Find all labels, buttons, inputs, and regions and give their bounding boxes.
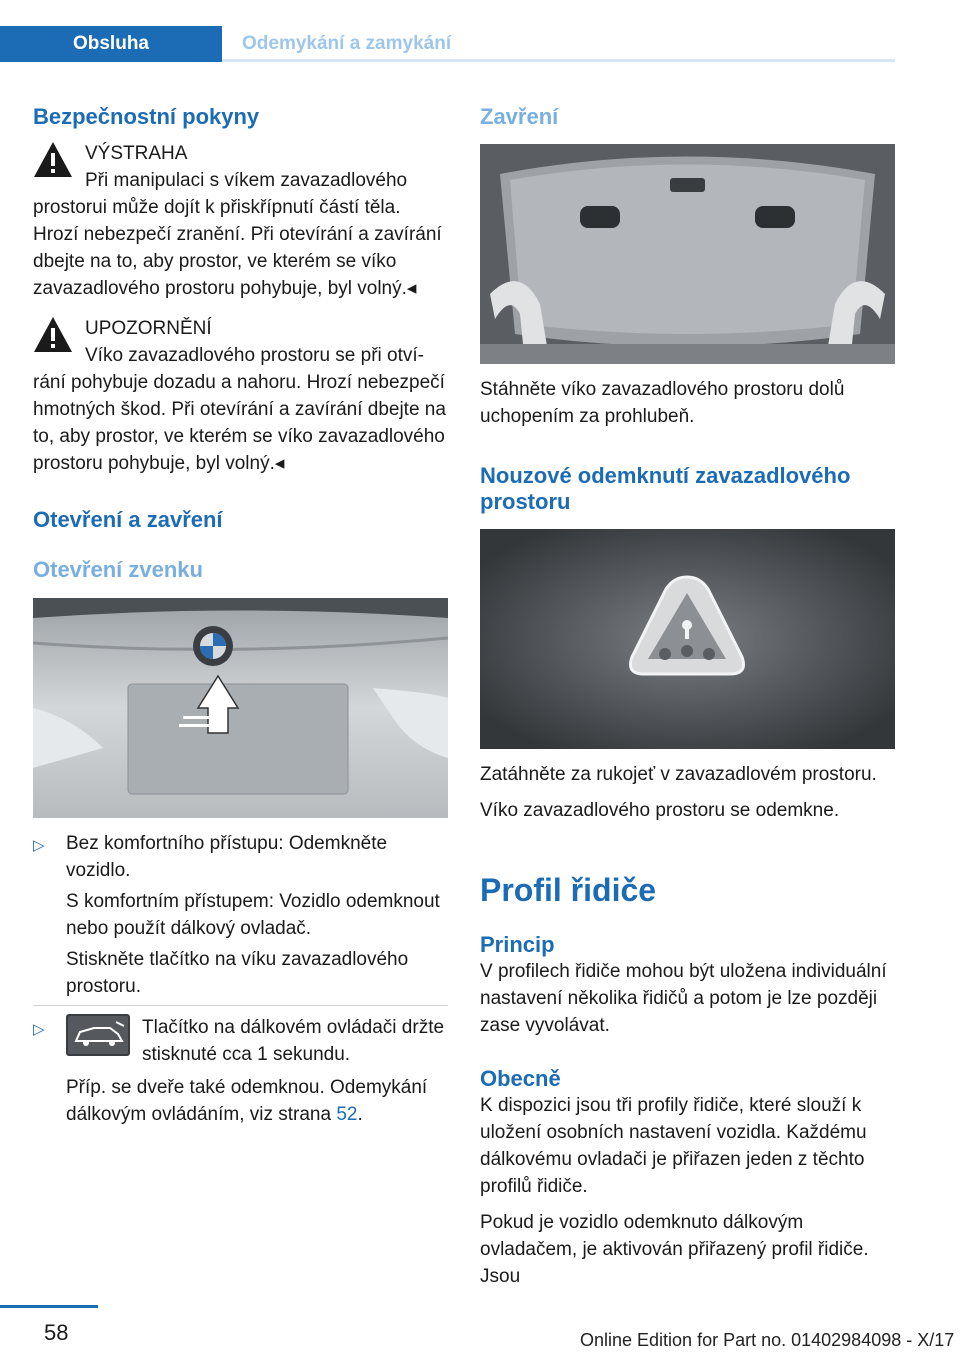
bullet1-line2: S komfortním přístupem: Vozidlo odemknout nebo použít dálkový ovladač.: [66, 891, 440, 939]
emergency-text-2: Víko zavazadlového prostoru se odemkne.: [480, 800, 840, 821]
trunk-exterior-image: [33, 598, 448, 818]
warning1-text: prostorui může dojít k přiskřípnutí částí těla. Hrozí nebezpečí zranění. Při otevírání a zavírání dbejte na to, aby prostor, ve kterém se víko zavazadlového prostoru pohybuje, byl volný.◂: [33, 197, 442, 299]
page-link-52[interactable]: 52: [336, 1104, 358, 1125]
trunk-lid-illustration: [480, 144, 895, 364]
emergency-title: Nouzové odemknutí zavazadlového prostoru: [480, 463, 851, 514]
profile-title: Profil řidiče: [480, 872, 657, 908]
trunk-lid-interior-image: [480, 144, 895, 364]
general-text-1: K dispozici jsou tři profily řidiče, které slouží k uložení osobních nastavení vozidla. Každému dálkovému ovladači je přiřazen jeden z těchto profilů řidiče.: [480, 1095, 867, 1197]
edition-note: Online Edition for Part no. 01402984098 - X/17: [580, 1330, 955, 1350]
bullet-item-2: [33, 1014, 448, 1128]
trunk-exterior-illustration: [33, 598, 448, 818]
close-heading-wrap: [480, 104, 895, 130]
open-outside-title: Otevření zvenku: [33, 557, 203, 582]
open-close-heading-wrap: [33, 507, 448, 533]
warning1-text-line1: Při manipulaci s víkem zavazadlového: [85, 170, 408, 191]
warning2-text-line1: Víko zavazadlového prostoru se při otví-: [85, 345, 425, 366]
general-text-2: Pokud je vozidlo odemknuto dálkovým ovladačem, je aktivován přiřazený profil řidiče. Jsou: [480, 1212, 869, 1287]
close-text-wrap: [480, 376, 895, 430]
page-number: 58: [44, 1320, 69, 1345]
header-section-tab: Obsluha: [0, 26, 222, 62]
bullet-mark-1: ▷: [33, 837, 45, 854]
emergency-text-wrap: [480, 761, 895, 824]
principle-text: V profilech řidiče mohou být uložena individuální nastavení několika řidičů a potom je lze později zase vyvolávat.: [480, 961, 887, 1036]
bullet-divider: [33, 1005, 448, 1006]
bullet2-text: Tlačítko na dálkovém ovládači držte stisknuté cca 1 sekundu.: [142, 1017, 445, 1065]
bullet-item-1: [33, 830, 448, 995]
warning-triangle-icon: [33, 140, 73, 180]
caution-triangle-icon: [33, 315, 73, 355]
bullet-mark-2: ▷: [33, 1021, 45, 1038]
principle-title: Princip: [480, 932, 555, 957]
trunk-remote-button-icon: [66, 1014, 130, 1056]
warning1-label: VÝSTRAHA: [85, 143, 188, 164]
warning2-label: UPOZORNĚNÍ: [85, 318, 212, 339]
emergency-release-handle-illustration: [480, 529, 895, 749]
open-outside-heading-wrap: [33, 557, 448, 583]
general-section: [480, 1066, 895, 1290]
general-title: Obecně: [480, 1066, 561, 1091]
close-text: Stáhněte víko zavazadlového prostoru dolů uchopením za prohlubeň.: [480, 379, 845, 427]
footer-line: [0, 1305, 98, 1308]
bullet2-end: .: [357, 1104, 363, 1125]
emergency-heading-wrap: [480, 463, 895, 515]
principle-section: [480, 932, 895, 1039]
bullet2-more: [66, 1074, 448, 1128]
emergency-release-image: [480, 529, 895, 749]
profile-heading-wrap: [480, 872, 895, 909]
header-subsection-tab: Odemykání a zamykání: [222, 26, 895, 62]
bullet1-line3: Stiskněte tlačítko na víku zavazadlového prostoru.: [66, 949, 409, 997]
bullet1-line1: Bez komfortního přístupu: Odemkněte vozidlo.: [66, 833, 388, 881]
emergency-text-1: Zatáhněte za rukojeť v zavazadlovém prostoru.: [480, 764, 877, 785]
warning2-text: rání pohybuje dozadu a nahoru. Hrozí nebezpečí hmotných škod. Při otevírání a zavírání dbejte na to, aby prostor, ve kterém se víko zavazadlového prostoru pohybuje, byl volný.◂: [33, 372, 446, 474]
bullet2-more-text: Příp. se dveře také odemknou. Odemykání dálkovým ovládáním, viz strana: [66, 1077, 428, 1125]
close-title: Zavření: [480, 104, 559, 129]
safety-title: Bezpečnostní pokyny: [33, 104, 260, 129]
warning-block-2: [33, 315, 448, 477]
open-close-title: Otevření a zavření: [33, 507, 223, 532]
left-column: [33, 104, 448, 130]
warning-block-1: [33, 140, 448, 302]
